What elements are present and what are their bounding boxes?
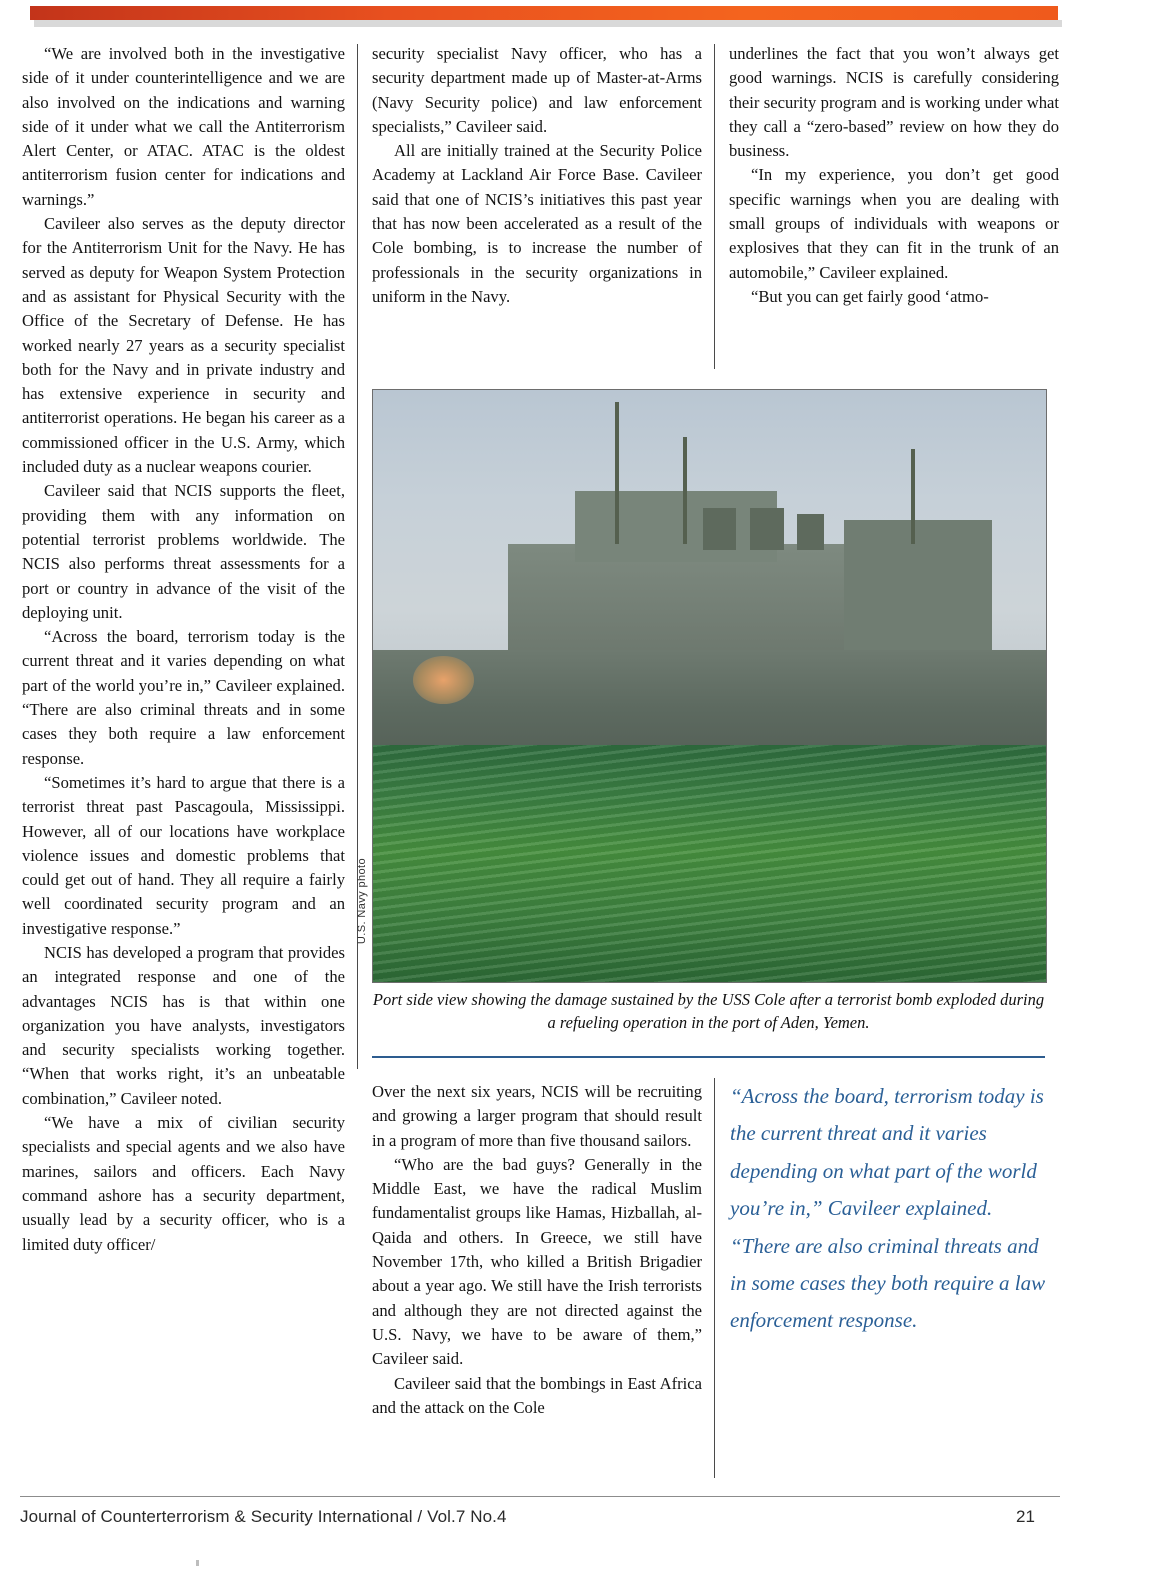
scan-artifact (196, 1560, 199, 1566)
caption-divider-rule (372, 1056, 1045, 1058)
page-number: 21 (1016, 1507, 1035, 1526)
top-bar-shadow (34, 20, 1062, 27)
paragraph: All are initially trained at the Security Police Academy at Lackland Air Force Base. Cavileer said that one of NCIS’s initiatives this past year that has now been accelerated as a result of the Cole bombing, is to increase the number of professionals in the security organizations in uniform in the Navy. (372, 141, 702, 306)
paragraph: “We have a mix of civilian security specialists and special agents and we also have marines, sailors and officers. Each Navy command ashore has a security department, usually lead by a security officer, who is a limited duty officer/ (22, 1113, 345, 1254)
paragraph: Cavileer also serves as the deputy director for the Antiterrorism Unit for the Navy. He has served as deputy for Weapon System Protection and as assistant for Physical Security with the Office of the Secretary of Defense. He has worked nearly 27 years as a security specialist both for the Navy and in private industry and has extensive experience in security and antiterrorist operations. He began his career as a commissioned officer in the U.S. Army, which included duty as a nuclear weapons courier. (22, 214, 345, 477)
paragraph: “In my experience, you don’t get good specific warnings when you are dealing with small groups of individuals with weapons or explosives that they can fit in the trunk of an automobile,” Cavileer explained. (729, 165, 1059, 282)
paragraph: “Across the board, terrorism today is the current threat and it varies depending on what part of the world you’re in,” Cavileer explained. “There are also criminal threats and in some cases they both require a law enforcement response. (22, 627, 345, 768)
column-right-top (729, 42, 1059, 309)
photo-ship-mast (911, 449, 915, 544)
column-middle-bottom (372, 1080, 702, 1420)
photo-ship-aft-structure (844, 520, 992, 662)
column-middle-top (372, 42, 702, 309)
column-left (22, 42, 345, 1257)
top-decorative-bar (30, 6, 1058, 20)
paragraph: Over the next six years, NCIS will be recruiting and growing a larger program that should result in a program of more than five thousand sailors. (372, 1082, 702, 1150)
paragraph: “But you can get fairly good ‘atmo- (751, 286, 989, 306)
paragraph: Cavileer said that the bombings in East Africa and the attack on the Cole (372, 1373, 702, 1417)
photo-ship-stack (703, 508, 737, 549)
column-divider-3 (714, 1078, 715, 1478)
paragraph: NCIS has developed a program that provides an integrated response and one of the advantages NCIS has is that within one organization you have analysts, investigators and security specialists working together. “When that works right, it’s an unbeatable combination,” Cavileer noted. (22, 942, 345, 1108)
pull-quote: “Across the board, terrorism today is the current threat and it varies depending on what part of the world you’re in,” Cavileer explained. “There are also criminal threats and in some cases they both require a law enforcement response. (730, 1084, 1046, 1333)
paragraph: security specialist Navy officer, who has a security department made up of Master-at-Arms (Navy Security police) and law enforcement specialists,” Cavileer said. (372, 44, 702, 136)
photo-ship-upper-deck (575, 491, 777, 562)
paragraph: underlines the fact that you won’t always get good warnings. NCIS is carefully considering their security program and is working under what they call a “zero-based” review on how they do business. (729, 44, 1059, 161)
paragraph: Cavileer said that NCIS supports the fleet, providing them with any information on potential terrorist problems worldwide. The NCIS also performs threat assessments for a port or country in advance of the visit of the deploying unit. (22, 481, 345, 622)
photo-ship-mast (615, 402, 619, 544)
column-divider-2 (714, 44, 715, 369)
photo-ship-stack (750, 508, 784, 549)
photo-ship-stack (797, 514, 824, 550)
photo-water (373, 745, 1046, 982)
photo-ship-mast (683, 437, 687, 544)
photo-blast-damage (413, 656, 474, 703)
uss-cole-photo (372, 389, 1047, 983)
paragraph: “We are involved both in the investigative side of it under counterintelligence and we are also involved on the indications and warning side of it under what we call the Antiterrorism Alert Center, or ATAC. ATAC is the oldest antiterrorism fusion center for indications and warnings.” (22, 44, 345, 209)
photo-caption: Port side view showing the damage sustained by the USS Cole after a terrorist bomb exploded during a refueling operation in the port of Aden, Yemen. (372, 990, 1045, 1033)
paragraph: “Sometimes it’s hard to argue that there is a terrorist threat past Pascagoula, Mississippi. However, all of our locations have workplace violence issues and domestic problems that could get out of hand. They all require a fairly well coordinated security program and an investigative response.” (22, 772, 345, 938)
paragraph: “Who are the bad guys? Generally in the Middle East, we have the radical Muslim fundamentalist groups like Hamas, Hizballah, al-Qaida and others. In Greece, we still have November 17th, who killed a British Brigadier about a year ago. We still have the Irish terrorists and although they are not directed against the U.S. Navy, we have to be aware of them,” Cavileer said. (372, 1154, 702, 1369)
footer-divider (20, 1496, 1060, 1497)
footer-publication-line: Journal of Counterterrorism & Security International / Vol.7 No.4 (20, 1507, 507, 1526)
photo-credit: U.S. Navy photo (356, 858, 368, 945)
